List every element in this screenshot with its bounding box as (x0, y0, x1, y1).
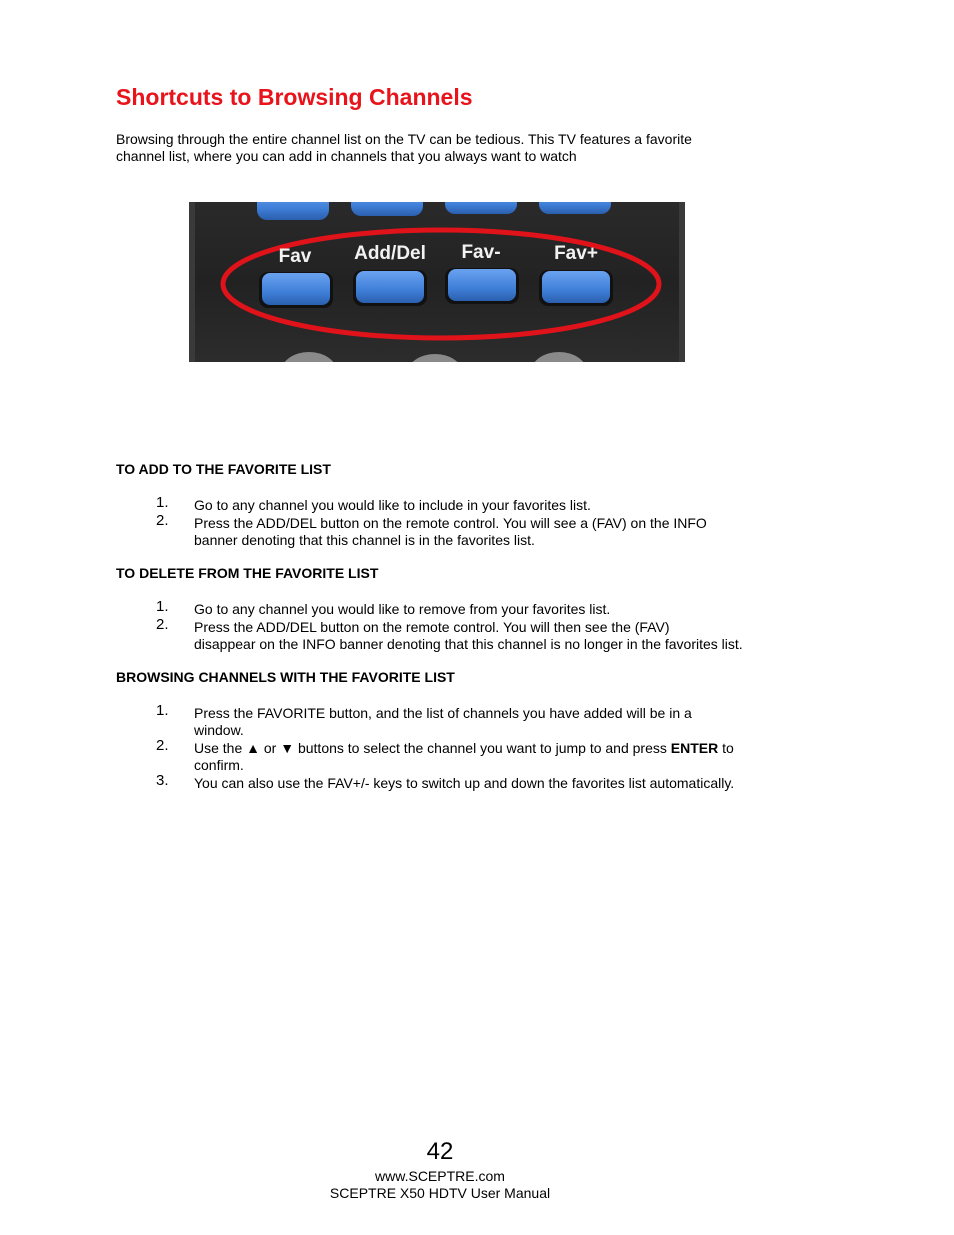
intro-line-2: channel list, where you can add in channels that you always want to watch (116, 148, 577, 164)
fav-button-label: Fav (278, 246, 312, 267)
page-title: Shortcuts to Browsing Channels (116, 84, 473, 110)
page-number: 42 (426, 1138, 454, 1165)
fav-minus-button-label: Fav- (461, 242, 501, 263)
enter-key-text: ENTER (670, 740, 719, 756)
footer-manual-title: SCEPTRE X50 HDTV User Manual (329, 1185, 551, 1201)
browse-steps-list (116, 702, 796, 792)
remote-control-photo (189, 202, 685, 362)
intro-paragraph (116, 131, 756, 165)
intro-line-1: Browsing through the entire channel list on the TV can be tedious. This TV features a favorite (116, 131, 692, 147)
add-del-button-label: Add/Del (354, 243, 426, 264)
list-item: 2. Press the ADD/DEL button on the remote control. You will see a (FAV) on the INFO banner denoting that this channel is in the favorites list. (156, 512, 707, 548)
add-steps-list (116, 494, 796, 549)
list-item: 1. Press the FAVORITE button, and the list of channels you have added will be in a window. (156, 702, 692, 738)
list-item: 2. Press the ADD/DEL button on the remote control. You will then see the (FAV) disappear on the INFO banner denoting that this channel is no longer in the favorites list. (156, 616, 743, 652)
section-heading-add: TO ADD TO THE FAVORITE LIST (116, 461, 331, 477)
section-heading-delete: TO DELETE FROM THE FAVORITE LIST (116, 565, 379, 581)
top-row-button (445, 202, 517, 214)
list-item: 3. You can also use the FAV+/- keys to switch up and down the favorites list automatically. (156, 772, 735, 791)
list-item: 2. Use the ▲ or ▼ buttons to select the channel you want to jump to and press ENTER to confirm. (156, 737, 734, 773)
fav-plus-button-label: Fav+ (554, 243, 598, 264)
list-item: 1. Go to any channel you would like to include in your favorites list. (156, 494, 591, 513)
footer-website: www.SCEPTRE.com (375, 1168, 505, 1184)
top-row-button (351, 202, 423, 216)
list-item: 1. Go to any channel you would like to remove from your favorites list. (156, 598, 611, 617)
top-row-button (539, 202, 611, 214)
delete-steps-list (116, 598, 796, 653)
top-row-button (257, 202, 329, 220)
section-heading-browse: BROWSING CHANNELS WITH THE FAVORITE LIST (116, 669, 455, 685)
